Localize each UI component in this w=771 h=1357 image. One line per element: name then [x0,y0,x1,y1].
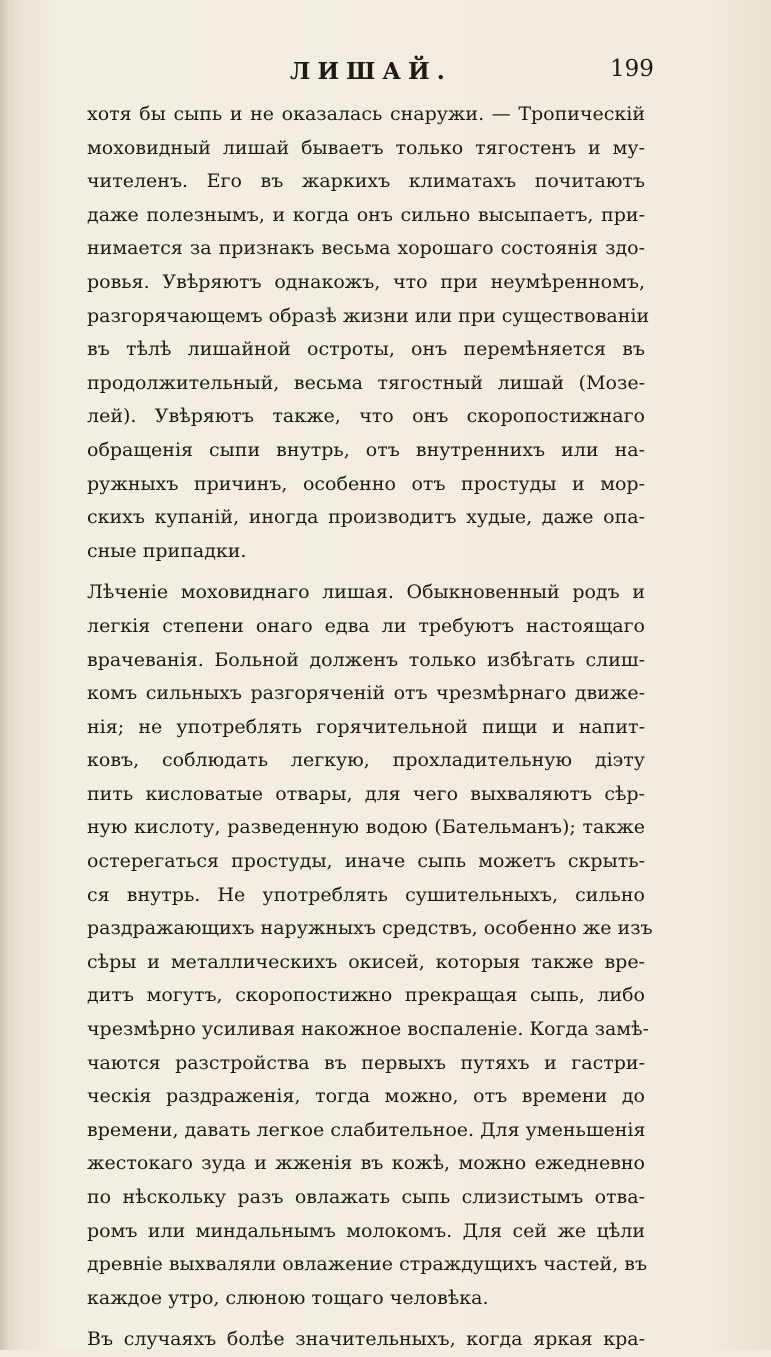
paragraph-start-line: Лѣченіе моховиднаго лишая. Обыкновенный родъ и [87,581,645,604]
text-line: обращенія сыпи внутрь, отъ внутреннихъ или на- [87,438,645,461]
text-line: врачеванія. Больной долженъ только избѣгать слиш- [87,648,645,671]
text-line: комъ сильныхъ разгорячeній отъ чрезмѣрнаго движе- [87,682,645,705]
text-line: ружныхъ причинъ, особенно отъ простуды и мор- [87,472,645,495]
text-line: ковъ, соблюдать легкую, прохладительную діэту [87,749,645,772]
text-line: жестокаго зуда и жженія въ кожѣ, можно ежедневно [87,1152,645,1175]
text-line: скихъ купаній, иногда производитъ худые, даже опа- [87,506,645,529]
running-head: ЛИШАЙ. [290,58,452,85]
text-line: хотя бы сыпь и не оказалась снаружи. — Тропическій [87,103,645,125]
text-line: времени, давать легкое слабительное. Для уменьшенія [87,1118,646,1141]
text-line: разгорячающемъ образѣ жизни или при существованіи [87,304,650,327]
text-line: продолжительный, весьма тягостный лишай (Мозе- [87,371,645,394]
text-line: въ тѣлѣ лишайной остроты, онъ перемѣняется въ [87,338,645,361]
text-line: пить кисловатые отвары, для чего выхваляютъ сѣр- [87,782,645,805]
text-line: дитъ могутъ, скоропостижно прекращая сыпь, либо [87,984,645,1007]
text-line: по нѣскольку разъ овлажать сыпь слизистымъ отва- [87,1186,645,1208]
text-line: нимается за признакъ весьма хорошаго состоянія здо- [87,237,645,260]
body-text [87,98,653,1357]
text-line: нія; не употреблять горячительной пищи и напит- [87,715,645,738]
text-line: древніе выхваляли овлажение страждущихъ частей, въ [87,1253,648,1276]
text-line: остерегаться простуды, иначе сыпь можетъ скрыть- [87,850,645,873]
text-line: раздражающихъ наружныхъ средствъ, особенно же изъ [87,917,653,940]
text-line: сные припадки. [87,539,247,562]
text-line: ся внутрь. Не употреблять сушительныхъ, сильно [87,883,645,906]
text-line: легкія степени онаго едва ли требуютъ настоящаго [87,614,645,637]
text-line: ческія раздраженія, тогда можно, отъ времени до [87,1085,645,1108]
text-line: каждое утро, слюною тощаго человѣка. [87,1286,489,1309]
text-line: чителенъ. Его въ жаркихъ климатахъ почитаютъ [87,170,645,193]
text-line: чрезмѣрно усиливая накожное воспаленіе. Когда замѣ- [87,1018,649,1041]
page-gutter [0,0,10,1350]
text-line: моховидный лишай бываетъ только тягостенъ и му- [87,136,645,159]
text-line: даже полезнымъ, и когда онъ сильно высыпаетъ, при- [87,203,645,226]
text-line: ровья. Увѣряютъ однакожъ, что при неумѣренномъ, [87,270,645,293]
text-line: чаются разстройства въ первыхъ путяхъ и гастри- [87,1051,645,1074]
text-line: сѣры и металлическихъ окисей, которыя также вре- [87,950,645,973]
paragraph-start-line: Въ случаяхъ болѣе значительныхъ, когда яркая кра- [87,1328,645,1351]
text-line: ную кислоту, разведенную водою (Бательманъ); также [87,816,645,839]
text-line: лей). Увѣряютъ также, что онъ скоропостижнаго [87,405,645,428]
text-line: ромъ или миндальнымъ молокомъ. Для сей же цѣли [87,1219,645,1242]
page-number: 199 [610,56,654,82]
